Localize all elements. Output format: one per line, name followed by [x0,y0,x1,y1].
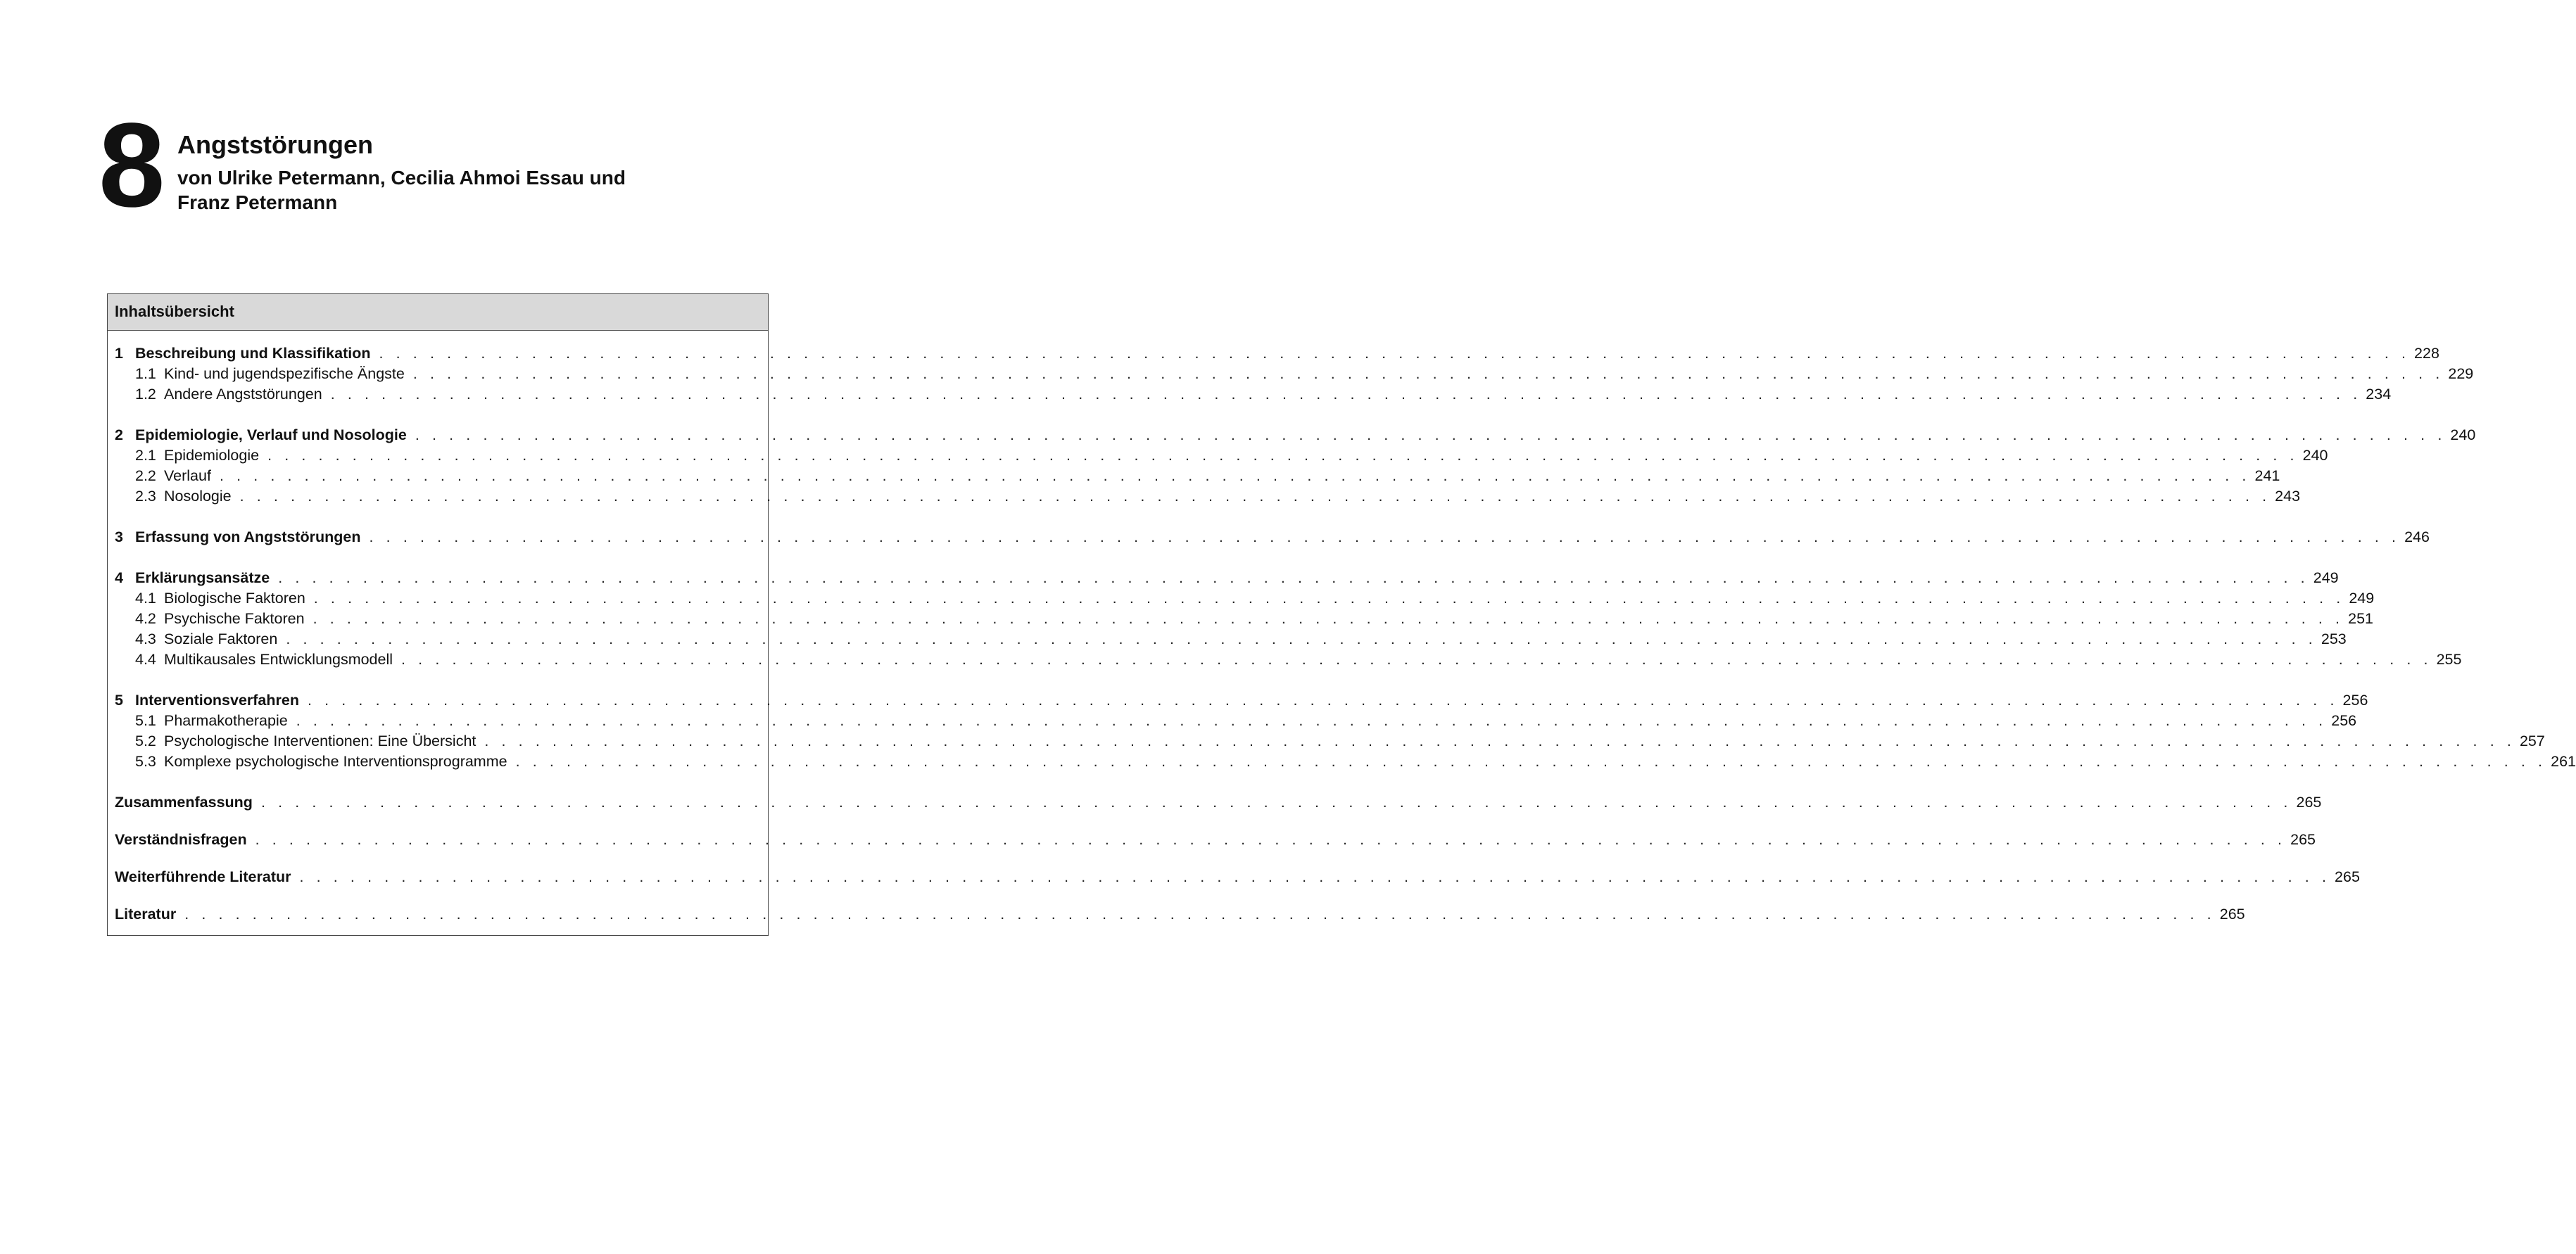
toc-entry-page: 265 [2335,868,2360,885]
toc-entry [135,486,2301,507]
toc-dot-leader: . . . . . . . . . . . . . . . . . . . . . . . . . . . . . . . . . . . . . . . . . . . . . . . . . . . . . . . . . . . . . . . . . . . . . . . . . . . . . . . . . . . . . . . . . . . . . . . . . . . . . . . . . . . . . . . . . . . . . . . . [415,426,2446,443]
toc-entry-number: 5 [115,692,123,709]
toc-entry [135,609,2373,629]
toc-dot-leader: . . . . . . . . . . . . . . . . . . . . . . . . . . . . . . . . . . . . . . . . . . . . . . . . . . . . . . . . . . . . . . . . . . . . . . . . . . . . . . . . . . . . . . . . . . . . . . . . . . . . . . . . . . . . . . . . . . . . . . . . [484,733,2515,749]
chapter-number: 8 [99,99,163,232]
toc-entry-page: 265 [2290,831,2316,848]
toc-entry-label: Epidemiologie, Verlauf und Nosologie [135,426,407,443]
toc-entry-label: Biologische Faktoren [164,590,305,607]
toc-entry [115,792,2322,813]
toc-entry-number: 2.1 [135,447,156,464]
toc-entry-label: Epidemiologie [164,447,260,464]
toc-entry-page: 240 [2450,426,2476,443]
toc-entry-label: Erklärungsansätze [135,569,270,586]
toc-entry-page: 240 [2302,447,2328,464]
toc-entry-page: 228 [2414,345,2439,362]
toc-entry-number: 5.1 [135,712,156,729]
toc-entry-label: Pharmakotherapie [164,712,288,729]
toc-entry-label: Multikausales Entwicklungsmodell [164,651,393,668]
toc-entry [115,867,2360,887]
toc-entry-page: 229 [2448,365,2474,382]
toc-dot-leader: . . . . . . . . . . . . . . . . . . . . . . . . . . . . . . . . . . . . . . . . . . . . . . . . . . . . . . . . . . . . . . . . . . . . . . . . . . . . . . . . . . . . . . . . . . . . . . . . . . . . . . . . . . . . . . . . . . . . . . . . [330,386,2362,403]
toc-entry-page: 265 [2296,794,2322,811]
toc-entry-label: Verständnisfragen [115,831,247,848]
toc-entry-page: 256 [2342,692,2368,709]
toc-entry-label: Psychische Faktoren [164,610,305,627]
toc-dot-leader: . . . . . . . . . . . . . . . . . . . . . . . . . . . . . . . . . . . . . . . . . . . . . . . . . . . . . . . . . . . . . . . . . . . . . . . . . . . . . . . . . . . . . . . . . . . . . . . . . . . . . . . . . . . . . . . . . . . . . . . . [278,569,2309,586]
toc-entry-page: 249 [2349,590,2375,607]
table-of-contents [107,293,2576,936]
toc-dot-leader: . . . . . . . . . . . . . . . . . . . . . . . . . . . . . . . . . . . . . . . . . . . . . . . . . . . . . . . . . . . . . . . . . . . . . . . . . . . . . . . . . . . . . . . . . . . . . . . . . . . . . . . . . . . . . . . . . . . . . . . . [239,488,2271,505]
toc-dot-leader: . . . . . . . . . . . . . . . . . . . . . . . . . . . . . . . . . . . . . . . . . . . . . . . . . . . . . . . . . . . . . . . . . . . . . . . . . . . . . . . . . . . . . . . . . . . . . . . . . . . . . . . . . . . . . . . . . . . . . . . . [219,467,2251,484]
toc-entry-page: 265 [2219,906,2245,923]
toc-entry-page: 255 [2436,651,2462,668]
authors-line-1: von Ulrike Petermann, Cecilia Ahmoi Essau und [177,167,626,189]
toc-entry-number: 4.4 [135,651,156,668]
toc-entry [135,588,2375,609]
chapter-authors [177,165,684,215]
authors-line-2: Franz Petermann [177,191,338,213]
toc-entry-page: 261 [2551,753,2576,770]
toc-entry [135,731,2545,752]
toc-entry-label: Literatur [115,906,177,923]
toc-entry [135,466,2280,486]
toc-dot-leader: . . . . . . . . . . . . . . . . . . . . . . . . . . . . . . . . . . . . . . . . . . . . . . . . . . . . . . . . . . . . . . . . . . . . . . . . . . . . . . . . . . . . . . . . . . . . . . . . . . . . . . . . . . . . . . . . . . . . . . . . [296,712,2328,729]
toc-dot-leader: . . . . . . . . . . . . . . . . . . . . . . . . . . . . . . . . . . . . . . . . . . . . . . . . . . . . . . . . . . . . . . . . . . . . . . . . . . . . . . . . . . . . . . . . . . . . . . . . . . . . . . . . . . . . . . . . . . . . . . . . [312,610,2344,627]
toc-entry-number: 5.3 [135,753,156,770]
toc-dot-leader: . . . . . . . . . . . . . . . . . . . . . . . . . . . . . . . . . . . . . . . . . . . . . . . . . . . . . . . . . . . . . . . . . . . . . . . . . . . . . . . . . . . . . . . . . . . . . . . . . . . . . . . . . . . . . . . . . . . . . . . . [286,631,2317,647]
toc-entry-page: 249 [2313,569,2339,586]
toc-dot-leader: . . . . . . . . . . . . . . . . . . . . . . . . . . . . . . . . . . . . . . . . . . . . . . . . . . . . . . . . . . . . . . . . . . . . . . . . . . . . . . . . . . . . . . . . . . . . . . . . . . . . . . . . . . . . . . . . . . . . . . . . [401,651,2432,668]
toc-entry [135,445,2328,466]
toc-entry [135,384,2392,405]
toc-entry-label: Psychologische Interventionen: Eine Übersicht [164,733,476,749]
toc-entry-number: 5.2 [135,733,156,749]
toc-entry-label: Verlauf [164,467,211,484]
toc-entry [135,650,2462,670]
toc-dot-leader: . . . . . . . . . . . . . . . . . . . . . . . . . . . . . . . . . . . . . . . . . . . . . . . . . . . . . . . . . . . . . . . . . . . . . . . . . . . . . . . . . . . . . . . . . . . . . . . . . . . . . . . . . . . . . . . . . . . . . . . . [379,345,2411,362]
toc-entry-label: Nosologie [164,488,232,505]
toc-entry-label: Beschreibung und Klassifikation [135,345,371,362]
toc-dot-leader: . . . . . . . . . . . . . . . . . . . . . . . . . . . . . . . . . . . . . . . . . . . . . . . . . . . . . . . . . . . . . . . . . . . . . . . . . . . . . . . . . . . . . . . . . . . . . . . . . . . . . . . . . . . . . . . . . . . . . . . . [515,753,2547,770]
toc-entry-page: 253 [2321,631,2347,647]
toc-dot-leader: . . . . . . . . . . . . . . . . . . . . . . . . . . . . . . . . . . . . . . . . . . . . . . . . . . . . . . . . . . . . . . . . . . . . . . . . . . . . . . . . . . . . . . . . . . . . . . . . . . . . . . . . . . . . . . . . . . . . . . . . [184,906,2216,923]
toc-entry-number: 1 [115,345,123,362]
toc-entry [115,568,2339,588]
toc-entry-number: 4 [115,569,123,586]
toc-entry-number: 2.2 [135,467,156,484]
toc-entry-page: 251 [2348,610,2373,627]
toc-entry [115,425,2476,445]
toc-entry-number: 1.2 [135,386,156,403]
toc-entry [115,527,2430,547]
toc-dot-leader: . . . . . . . . . . . . . . . . . . . . . . . . . . . . . . . . . . . . . . . . . . . . . . . . . . . . . . . . . . . . . . . . . . . . . . . . . . . . . . . . . . . . . . . . . . . . . . . . . . . . . . . . . . . . . . . . . . . . . . . . [267,447,2299,464]
toc-entry [135,629,2347,650]
toc-entry-page: 257 [2519,733,2545,749]
toc-dot-leader: . . . . . . . . . . . . . . . . . . . . . . . . . . . . . . . . . . . . . . . . . . . . . . . . . . . . . . . . . . . . . . . . . . . . . . . . . . . . . . . . . . . . . . . . . . . . . . . . . . . . . . . . . . . . . . . . . . . . . . . . [313,590,2345,607]
toc-entry-page: 246 [2404,528,2430,545]
toc-entry [135,752,2576,772]
toc-entry-page: 241 [2254,467,2280,484]
toc-dot-leader: . . . . . . . . . . . . . . . . . . . . . . . . . . . . . . . . . . . . . . . . . . . . . . . . . . . . . . . . . . . . . . . . . . . . . . . . . . . . . . . . . . . . . . . . . . . . . . . . . . . . . . . . . . . . . . . . . . . . . . . . [412,365,2444,382]
toc-entry-label: Zusammenfassung [115,794,253,811]
toc-entry-number: 2 [115,426,123,443]
toc-entry-label: Komplexe psychologische Interventionsprogramme [164,753,507,770]
toc-entry-number: 4.2 [135,610,156,627]
toc-entry-label: Kind- und jugendspezifische Ängste [164,365,405,382]
toc-entry-number: 1.1 [135,365,156,382]
toc-entry-page: 234 [2366,386,2392,403]
toc-entry-page: 256 [2331,712,2357,729]
toc-entry-label: Erfassung von Angststörungen [135,528,361,545]
toc-heading: Inhaltsübersicht [108,294,768,331]
toc-entry [115,690,2368,711]
toc-entry [135,364,2474,384]
toc-dot-leader: . . . . . . . . . . . . . . . . . . . . . . . . . . . . . . . . . . . . . . . . . . . . . . . . . . . . . . . . . . . . . . . . . . . . . . . . . . . . . . . . . . . . . . . . . . . . . . . . . . . . . . . . . . . . . . . . . . . . . . . . [260,794,2292,811]
toc-entry-label: Andere Angststörungen [164,386,322,403]
toc-entry-number: 4.3 [135,631,156,647]
toc-entry-number: 4.1 [135,590,156,607]
toc-entry [135,711,2357,731]
toc-entry-number: 2.3 [135,488,156,505]
toc-entry [115,904,2245,925]
toc-entry-number: 3 [115,528,123,545]
toc-entry [115,830,2316,850]
toc-entry-page: 243 [2275,488,2301,505]
toc-entry-label: Weiterführende Literatur [115,868,291,885]
toc-entry-label: Interventionsverfahren [135,692,299,709]
toc-dot-leader: . . . . . . . . . . . . . . . . . . . . . . . . . . . . . . . . . . . . . . . . . . . . . . . . . . . . . . . . . . . . . . . . . . . . . . . . . . . . . . . . . . . . . . . . . . . . . . . . . . . . . . . . . . . . . . . . . . . . . . . . [255,831,2287,848]
toc-entry-label: Soziale Faktoren [164,631,278,647]
toc-dot-leader: . . . . . . . . . . . . . . . . . . . . . . . . . . . . . . . . . . . . . . . . . . . . . . . . . . . . . . . . . . . . . . . . . . . . . . . . . . . . . . . . . . . . . . . . . . . . . . . . . . . . . . . . . . . . . . . . . . . . . . . . [369,528,2401,545]
chapter-title: Angststörungen [177,130,373,159]
toc-dot-leader: . . . . . . . . . . . . . . . . . . . . . . . . . . . . . . . . . . . . . . . . . . . . . . . . . . . . . . . . . . . . . . . . . . . . . . . . . . . . . . . . . . . . . . . . . . . . . . . . . . . . . . . . . . . . . . . . . . . . . . . . [307,692,2339,709]
toc-entry [115,343,2439,364]
toc-dot-leader: . . . . . . . . . . . . . . . . . . . . . . . . . . . . . . . . . . . . . . . . . . . . . . . . . . . . . . . . . . . . . . . . . . . . . . . . . . . . . . . . . . . . . . . . . . . . . . . . . . . . . . . . . . . . . . . . . . . . . . . . [299,868,2331,885]
